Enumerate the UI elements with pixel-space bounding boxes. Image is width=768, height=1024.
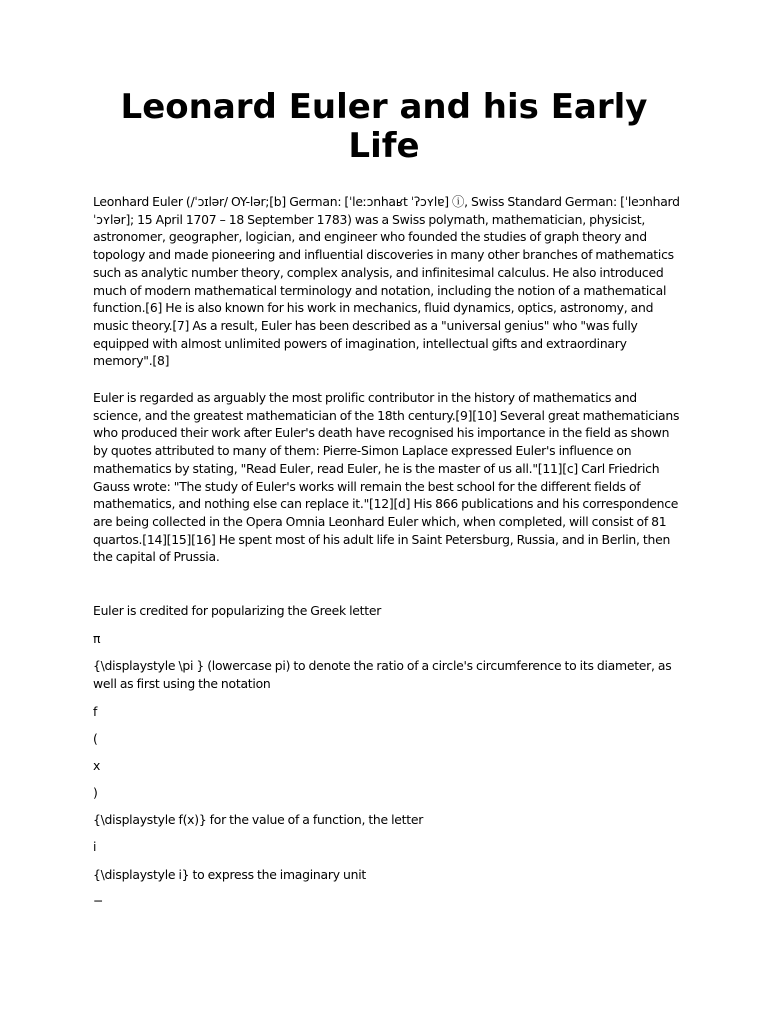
paragraph-intro: Leonhard Euler (/ˈɔɪlər/ OY-lər;[b] German: [ˈleːɔnhaʁt ˈʔɔʏlɐ] ⓘ, Swiss Standard German: [ˈleɔnhard ˈɔʏlər]; 15 April 1707 – 18 September 1783) was a Swiss polymath, mathematician, physicist, astronomer, geographer, logician, and engineer who founded the studies of graph theory and topology and made pioneering and influential discoveries in many other branches of mathematics such as analytic number theory, complex analysis, and infinitesimal calculus. He also introduced much of modern mathematical terminology and notation, including the notion of a mathematical function.[6] He is also known for his work in mechanics, fluid dynamics, optics, astronomy, and music theory.[7] As a result, Euler has been described as a "universal genius" who "was fully equipped with almost unlimited powers of imagination, intellectual gifts and extraordinary memory".[8] [93, 194, 680, 369]
line-minus: − [93, 893, 104, 908]
line-x: x [93, 758, 101, 773]
paragraph-legacy: Euler is regarded as arguably the most prolific contributor in the history of mathematics and science, and the greatest mathematician of the 18th century.[9][10] Several great mathematicians who produced their work after Euler's death have recognised his importance in the field as shown by quotes attributed to many of them: Pierre-Simon Laplace expressed Euler's influence on mathematics by stating, "Read Euler, read Euler, he is the master of us all."[11][c] Carl Friedrich Gauss wrote: "The study of Euler's works will remain the best school for the different fields of mathematics, and nothing else can replace it."[12][d] His 866 publications and his correspondence are being collected in the Opera Omnia Leonhard Euler which, when completed, will consist of 81 quartos.[14][15][16] He spent most of his adult life in Saint Petersburg, Russia, and in Berlin, then the capital of Prussia. [93, 390, 680, 565]
line-i: i [93, 839, 97, 854]
line-close-paren: ) [93, 785, 98, 800]
line-pi-symbol: π [93, 631, 101, 646]
line-pi-latex: {\displaystyle \pi } (lowercase pi) to denote the ratio of a circle's circumference to its diameter, as well as first using the notation [93, 658, 672, 691]
line-i-latex: {\displaystyle i} to express the imaginary unit [93, 867, 366, 882]
line-open-paren: ( [93, 731, 98, 746]
line-fx-latex: {\displaystyle f(x)} for the value of a function, the letter [93, 812, 424, 827]
document-title: Leonard Euler and his Early Life [120, 87, 648, 166]
line-greek-letter: Euler is credited for popularizing the Greek letter [93, 603, 382, 618]
line-f: f [93, 704, 98, 719]
